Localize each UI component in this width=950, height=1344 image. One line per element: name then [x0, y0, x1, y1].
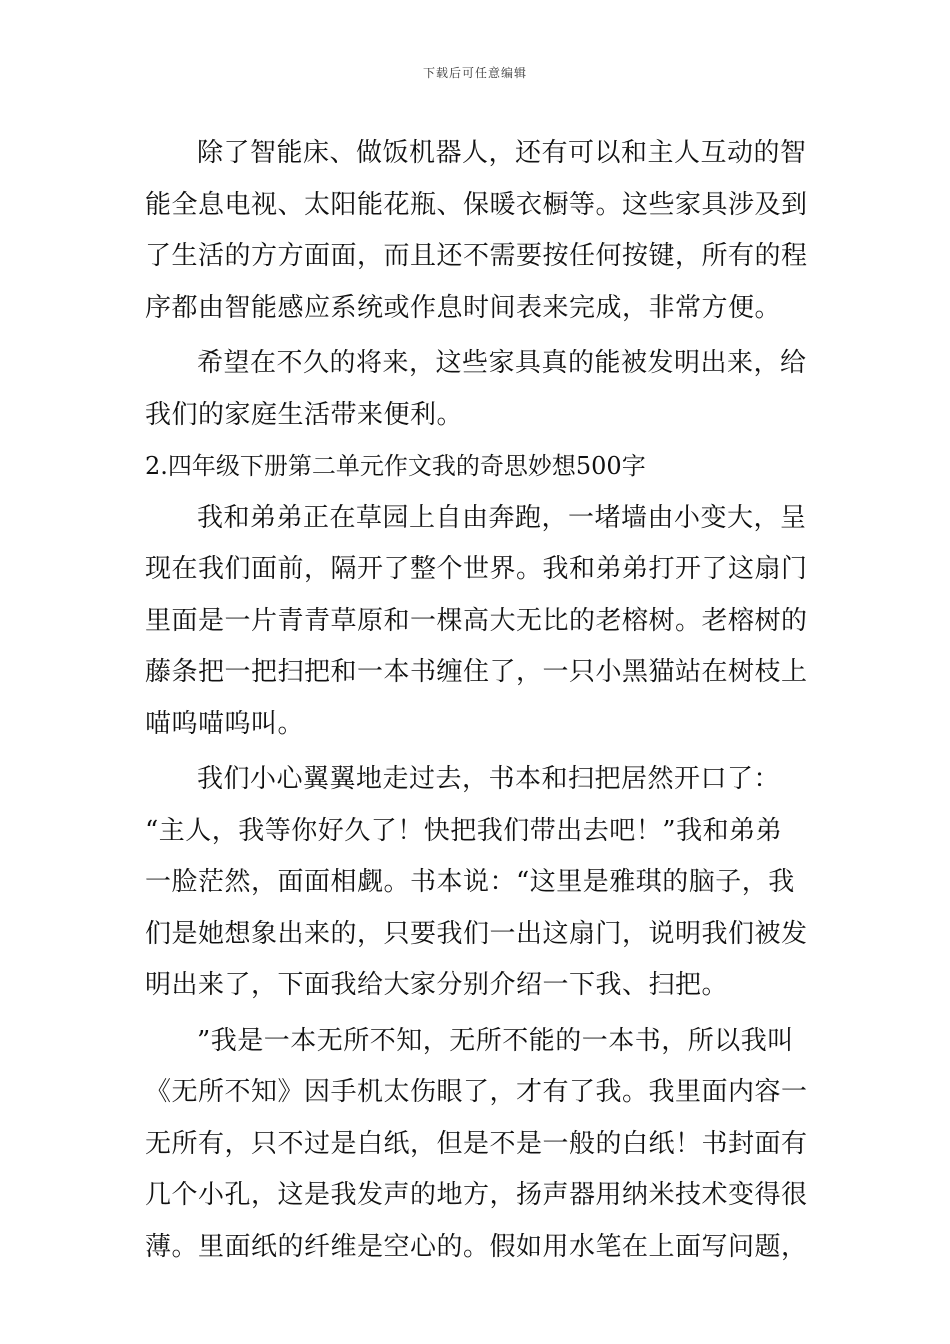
- text-line: 序都由智能感应系统或作息时间表来完成，非常方便。: [145, 292, 782, 323]
- text-line: 希望在不久的将来，这些家具真的能被发明出来，给: [197, 348, 807, 378]
- text-line: 里面是一片青青草原和一棵高大无比的老榕树。老榕树的: [145, 605, 808, 636]
- section-heading: 2.四年级下册第二单元作文我的奇思妙想500字: [145, 452, 646, 480]
- text-line: 我和弟弟正在草园上自由奔跑，一堵墙由小变大，呈: [197, 502, 807, 533]
- text-line: 我们的家庭生活带来便利。: [145, 399, 464, 430]
- text-line: 无所有，只不过是白纸，但是不是一般的白纸！书封面有: [145, 1128, 808, 1159]
- text-line: “主人，我等你好久了！快把我们带出去吧！”我和弟弟: [145, 815, 783, 846]
- text-line: 除了智能床、做饭机器人，还有可以和主人互动的智: [197, 138, 807, 168]
- page-header: 下载后可任意编辑: [422, 66, 527, 80]
- text-line: 我们小心翼翼地走过去，书本和扫把居然开口了：: [197, 764, 781, 794]
- text-line: 《无所不知》因手机太伤眼了，才有了我。我里面内容一: [145, 1077, 808, 1107]
- document-body: [145, 128, 810, 1273]
- text-line: 明出来了，下面我给大家分别介绍一下我、扫把。: [145, 970, 729, 1000]
- text-line: 们是她想象出来的，只要我们一出这扇门，说明我们被发: [145, 918, 808, 949]
- text-line: 能全息电视、太阳能花瓶、保暖衣橱等。这些家具涉及到: [145, 189, 808, 220]
- text-line: ”我是一本无所不知，无所不能的一本书，所以我叫: [197, 1025, 794, 1056]
- text-line: 几个小孔，这是我发声的地方，扬声器用纳米技术变得很: [145, 1180, 808, 1210]
- text-line: 一脸茫然，面面相觑。书本说：“这里是雅琪的脑子，我: [145, 867, 795, 897]
- text-line: 喵呜喵呜叫。: [145, 708, 305, 739]
- text-line: 藤条把一把扫把和一本书缠住了，一只小黑猫站在树枝上: [145, 657, 808, 687]
- text-line: 了生活的方方面面，而且还不需要按任何按键，所有的程: [145, 241, 808, 271]
- text-line: 薄。里面纸的纤维是空心的。假如用水笔在上面写问题，: [145, 1231, 808, 1262]
- text-line: 现在我们面前，隔开了整个世界。我和弟弟打开了这扇门: [145, 554, 808, 584]
